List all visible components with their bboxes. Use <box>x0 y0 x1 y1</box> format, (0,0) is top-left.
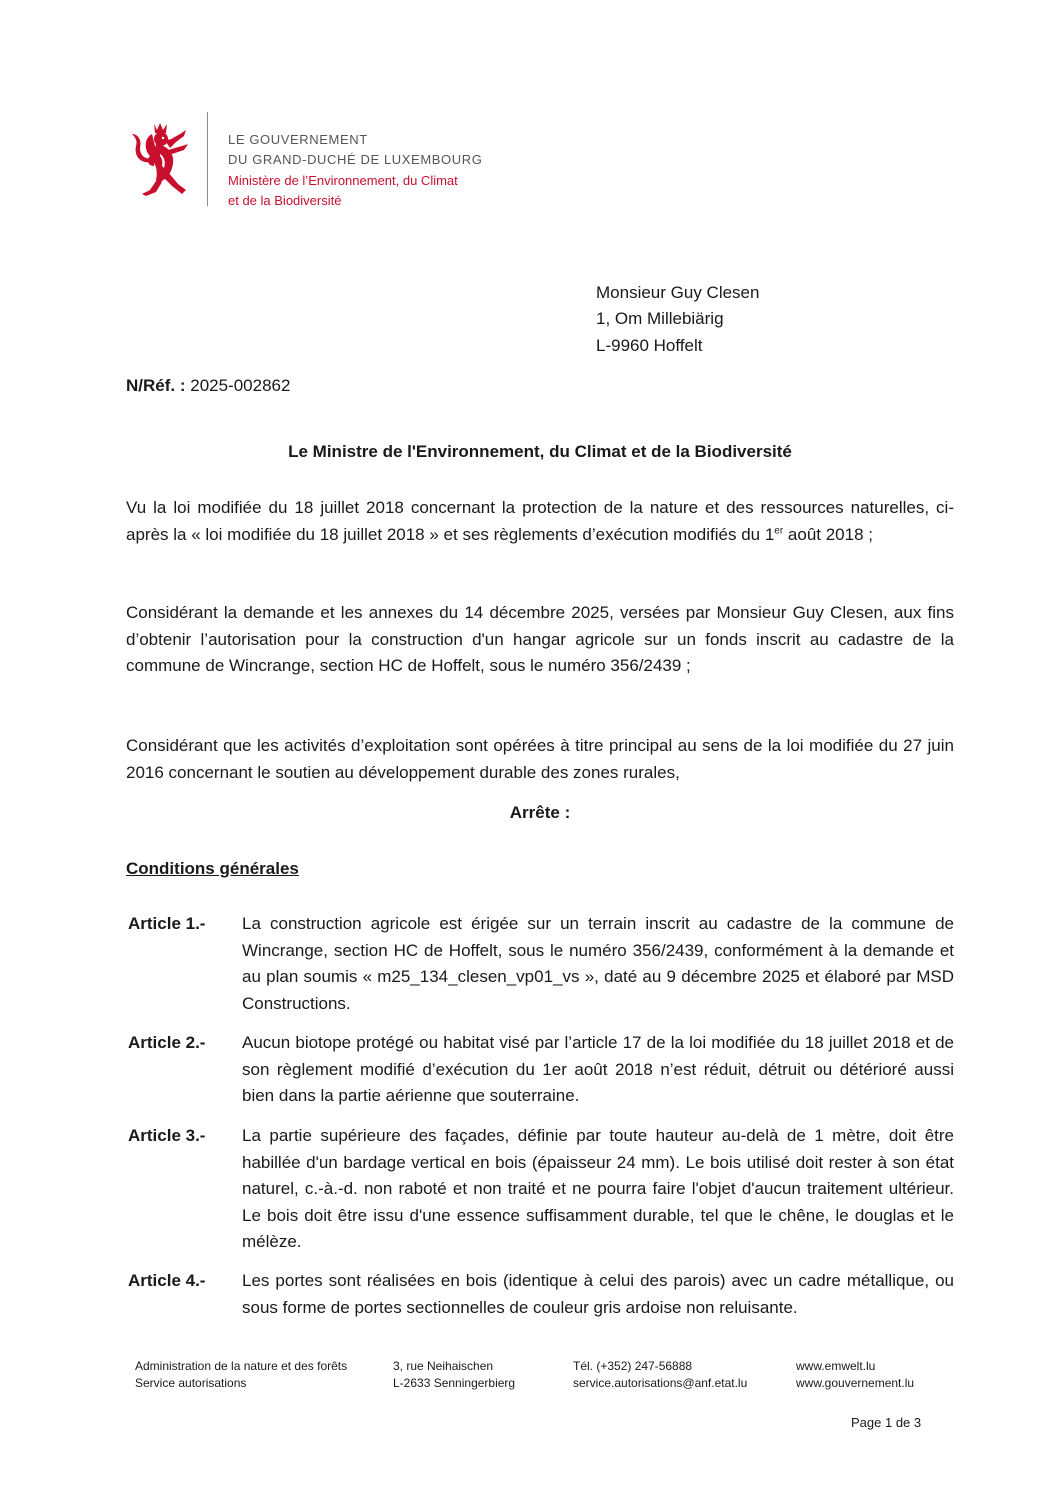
footer-administration-name: Administration de la nature et des forêts <box>135 1359 348 1373</box>
arrete-heading: Arrête : <box>509 803 571 822</box>
section-heading-conditions: Conditions générales <box>126 859 299 878</box>
government-name-line1: LE GOUVERNEMENT <box>228 132 368 147</box>
footer-service-name: Service autorisations <box>135 1376 247 1390</box>
footer-street: 3, rue Neihaischen <box>393 1359 494 1373</box>
footer-website-gouvernement-link[interactable]: www.gouvernement.lu <box>796 1376 915 1390</box>
paragraph-vu <box>126 495 954 548</box>
footer-email-link[interactable]: service.autorisations@anf.etat.lu <box>573 1376 748 1390</box>
recipient-street: 1, Om Millebiärig <box>596 309 724 328</box>
recipient-city: L-9960 Hoffelt <box>596 336 703 355</box>
article-3-text: La partie supérieure des façades, définie par toute hauteur au-delà de 1 mètre, doit être habillée d'un bardage vertical en bois (épaisseur 24 mm). Le bois utilisé doit rester à son état naturel, c.-à.-d. non raboté et non traité et ne pourra faire l'objet d'aucun traitement ultérieur. Le bois doit être issu d'une essence suffisamment durable, tel que le chêne, le douglas et le mélèze. <box>242 1126 954 1251</box>
article-1-label: Article 1.- <box>128 914 206 933</box>
article-4-label: Article 4.- <box>128 1271 206 1290</box>
article-4-text: Les portes sont réalisées en bois (identique à celui des parois) avec un cadre métallique, ou sous forme de portes sectionnelles de couleur gris ardoise non reluisante. <box>242 1271 954 1317</box>
reference-value: 2025-002862 <box>190 376 291 395</box>
page-number: Page 1 de 3 <box>851 1415 922 1430</box>
footer-website-emwelt-link[interactable]: www.emwelt.lu <box>796 1359 876 1373</box>
header-divider <box>207 112 208 206</box>
article-2-text: Aucun biotope protégé ou habitat visé par l’article 17 de la loi modifiée du 18 juillet 2018 et de son règlement modifié d’exécution du 1er août 2018 n’est réduit, détruit ou détérioré aussi bien dans la partie aérienne que souterraine. <box>242 1033 954 1105</box>
footer-postcode-city: L-2633 Senningerbierg <box>393 1376 516 1390</box>
ministry-name-line1: Ministère de l’Environnement, du Climat <box>228 173 458 188</box>
footer-administration <box>135 1358 347 1392</box>
lion-emblem-logo <box>130 120 192 198</box>
document-title: Le Ministre de l'Environnement, du Climat et de la Biodiversité <box>288 442 792 461</box>
paragraph-considerant-1: Considérant la demande et les annexes du 14 décembre 2025, versées par Monsieur Guy Clesen, aux fins d’obtenir l’autorisation pour la construction d'un hangar agricole sur un fonds inscrit au cadastre de la commune de Wincrange, section HC de Hoffelt, sous le numéro 356/2439 ; <box>126 603 954 675</box>
recipient-name: Monsieur Guy Clesen <box>596 283 760 302</box>
footer-address <box>393 1358 515 1392</box>
footer-websites <box>796 1358 914 1392</box>
ministry-name-line2: et de la Biodiversité <box>228 193 342 208</box>
paragraph-considerant-2: Considérant que les activités d’exploitation sont opérées à titre principal au sens de la loi modifiée du 27 juin 2016 concernant le soutien au développement durable des zones rurales, <box>126 736 954 782</box>
paragraph-vu-part1: Vu la loi modifiée du 18 juillet 2018 concernant la protection de la nature et des ressources naturelles, ci-après la « loi modifiée du 18 juillet 2018 » et ses règlements d’exécution modifiés du 1 <box>126 498 954 544</box>
paragraph-vu-part2: août 2018 ; <box>783 524 873 544</box>
footer-phone: Tél. (+352) 247-56888 <box>573 1359 693 1373</box>
article-2-label: Article 2.- <box>128 1033 206 1052</box>
reference <box>126 373 290 400</box>
article-1-text: La construction agricole est érigée sur un terrain inscrit au cadastre de la commune de Wincrange, section HC de Hoffelt, sous le numéro 356/2439, conformément à la demande et au plan soumis « m25_134_clesen_vp01_vs », daté au 9 décembre 2025 et élaboré par MSD Constructions. <box>242 914 954 1013</box>
footer-contact <box>573 1358 747 1392</box>
government-name-line2: DU GRAND-DUCHÉ DE LUXEMBOURG <box>228 152 483 167</box>
reference-label: N/Réf. : <box>126 376 186 395</box>
article-3-label: Article 3.- <box>128 1126 206 1145</box>
paragraph-vu-superscript: er <box>774 524 784 536</box>
